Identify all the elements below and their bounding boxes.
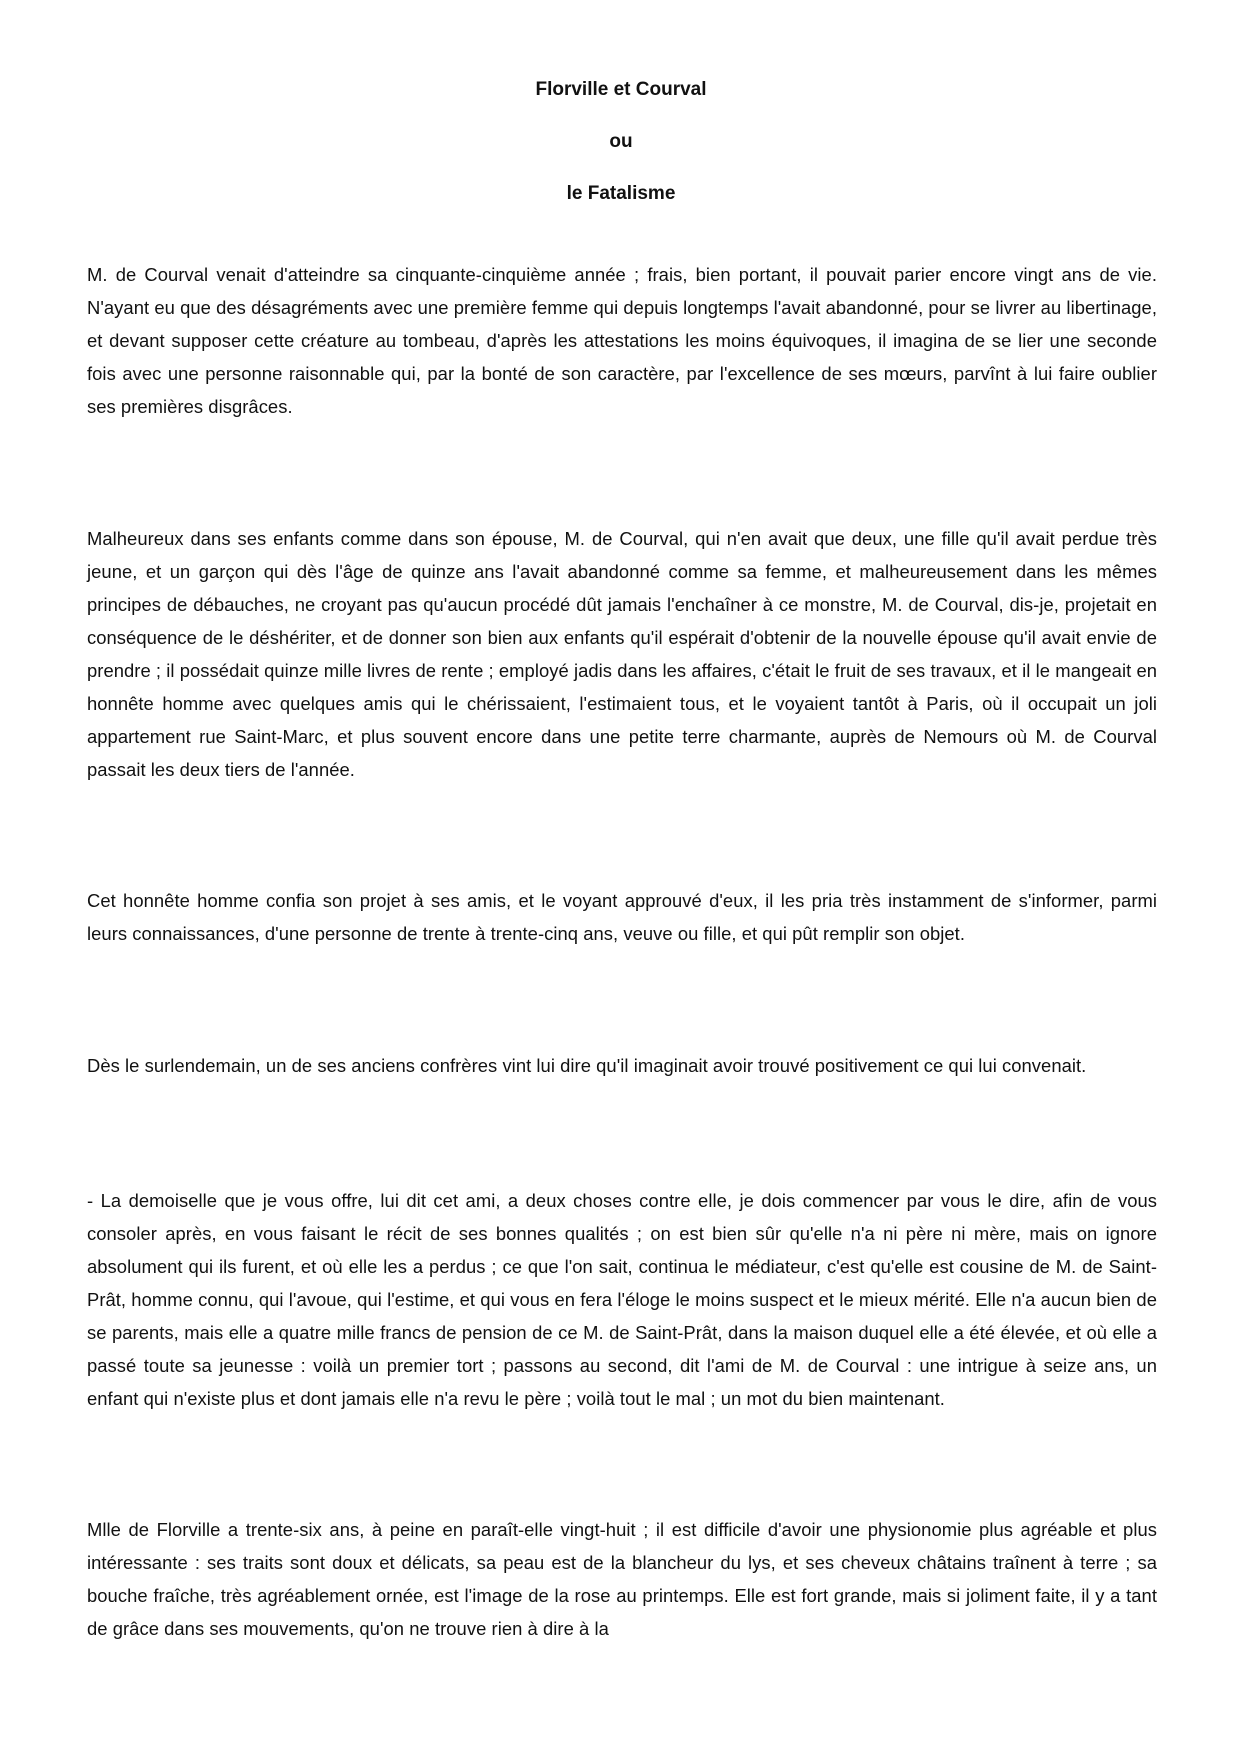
paragraph-3: Cet honnête homme confia son projet à ses amis, et le voyant approuvé d'eux, il les pria très instamment de s'informer, parmi leurs connaissances, d'une personne de trente à trente-cinq ans, veuve ou fille, et qui pût remplir son objet. xyxy=(87,890,1157,944)
document-title: Florville et Courval xyxy=(535,79,707,100)
paragraph-6: Mlle de Florville a trente-six ans, à peine en paraît-elle vingt-huit ; il est difficile d'avoir une physionomie plus agréable et plus intéressante : ses traits sont doux et délicats, sa peau est de la blancheur du lys, et ses cheveux châtains traînent à terre ; sa bouche fraîche, très agréablement ornée, est l'image de la rose au printemps. Elle est fort grande, mais si joliment faite, il y a tant de grâce dans ses mouvements, qu'on ne trouve rien à dire à la xyxy=(87,1519,1157,1639)
paragraph-4: Dès le surlendemain, un de ses anciens confrères vint lui dire qu'il imaginait avoir trouvé positivement ce qui lui convenait. xyxy=(87,1055,1087,1076)
paragraph-5: - La demoiselle que je vous offre, lui dit cet ami, a deux choses contre elle, je dois commencer par vous le dire, afin de vous consoler après, en vous faisant le récit de ses bonnes qualités ; on est bien sûr qu'elle n'a ni père ni mère, mais on ignore absolument qui ils furent, et où elle les a perdus ; ce que l'on sait, continua le médiateur, c'est qu'elle est cousine de M. de Saint-Prât, homme connu, qui l'avoue, qui l'estime, et qui vous en fera l'éloge le moins suspect et le mieux mérité. Elle n'a aucun bien de se parents, mais elle a quatre mille francs de pension de ce M. de Saint-Prât, dans la maison duquel elle a été élevée, et où elle a passé toute sa jeunesse : voilà un premier tort ; passons au second, dit l'ami de M. de Courval : une intrigue à seize ans, un enfant qui n'existe plus et dont jamais elle n'a revu le père ; voilà tout le mal ; un mot du bien maintenant. xyxy=(87,1190,1157,1409)
paragraph-2: Malheureux dans ses enfants comme dans son épouse, M. de Courval, qui n'en avait que deux, une fille qu'il avait perdue très jeune, et un garçon qui dès l'âge de quinze ans l'avait abandonné comme sa femme, et malheureusement dans les mêmes principes de débauches, ne croyant pas qu'aucun procédé dût jamais l'enchaîner à ce monstre, M. de Courval, dis-je, projetait en conséquence de le déshériter, et de donner son bien aux enfants qu'il espérait d'obtenir de la nouvelle épouse qu'il avait envie de prendre ; il possédait quinze mille livres de rente ; employé jadis dans les affaires, c'était le fruit de ses travaux, et il le mangeait en honnête homme avec quelques amis qui le chérissaient, l'estimaient tous, et le voyaient tantôt à Paris, où il occupait un joli appartement rue Saint-Marc, et plus souvent encore dans une petite terre charmante, auprès de Nemours où M. de Courval passait les deux tiers de l'année. xyxy=(87,528,1157,780)
document-subtitle: le Fatalisme xyxy=(566,183,676,204)
paragraph-1: M. de Courval venait d'atteindre sa cinquante-cinquième année ; frais, bien portant, il pouvait parier encore vingt ans de vie. N'ayant eu que des désagréments avec une première femme qui depuis longtemps l'avait abandonné, pour se livrer au libertinage, et devant supposer cette créature au tombeau, d'après les attestations les moins équivoques, il imagina de se lier une seconde fois avec une personne raisonnable qui, par la bonté de son caractère, par l'excellence de ses mœurs, parvînt à lui faire oublier ses premières disgrâces. xyxy=(87,264,1157,417)
title-connector: ou xyxy=(609,131,633,152)
